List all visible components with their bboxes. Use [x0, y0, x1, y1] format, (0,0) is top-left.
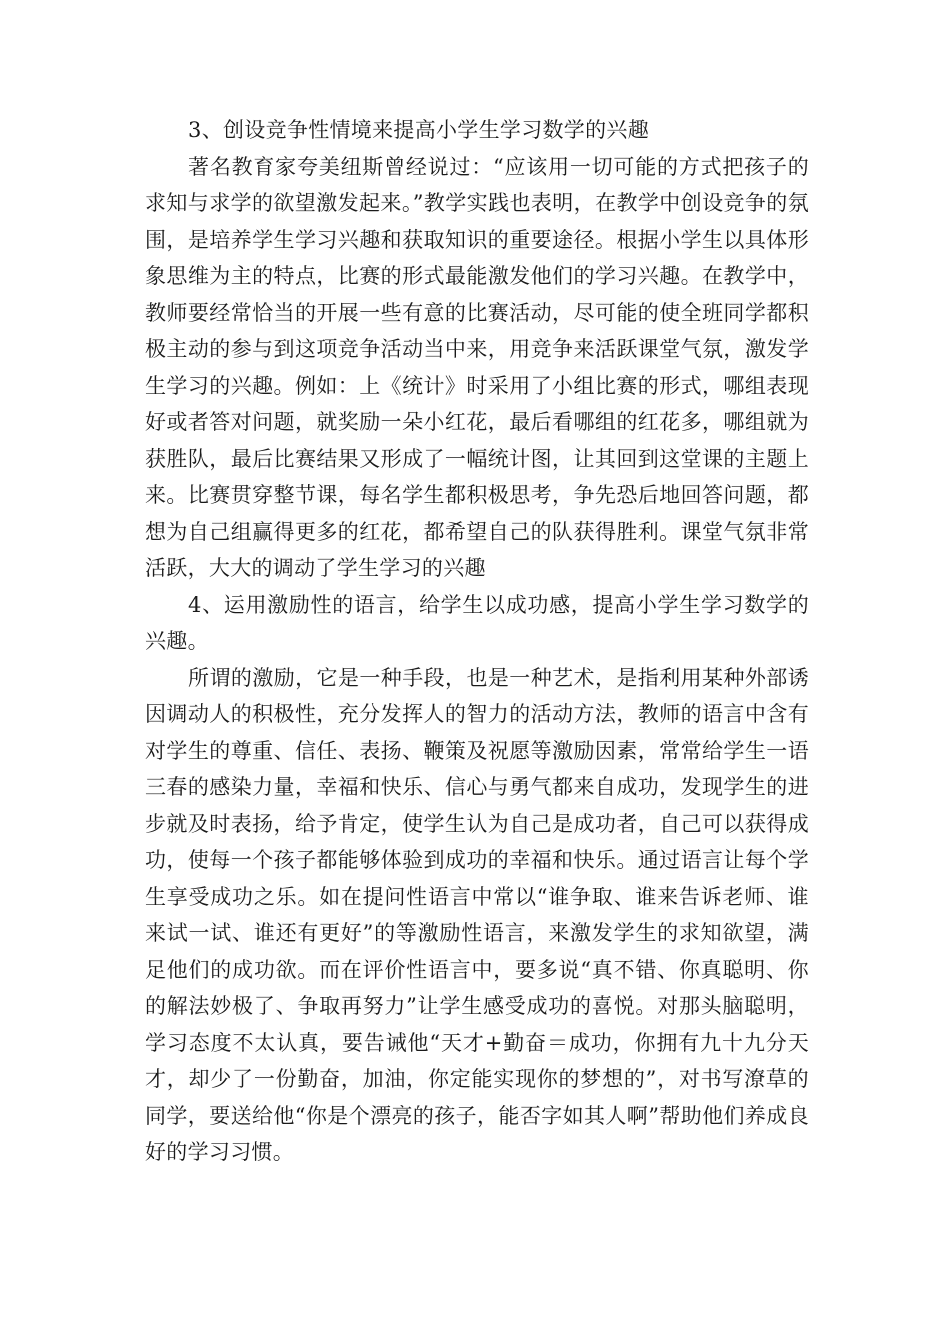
body-paragraph-4: 所谓的激励，它是一种手段，也是一种艺术，是指利用某种外部诱因调动人的积极性，充分发挥人的智力的活动方法，教师的语言中含有对学生的尊重、信任、表扬、鞭策及祝愿等激励因素，常常给学生一语三春的感染力量，幸福和快乐、信心与勇气都来自成功，发现学生的进步就及时表扬，给予肯定，使学生认为自己是成功者，自己可以获得成功，使每一个孩子都能够体验到成功的幸福和快乐。通过语言让每个学生享受成功之乐。如在提问性语言中常以“谁争取、谁来告诉老师、谁来试一试、谁还有更好”的等激励性语言，来激发学生的求知欲望，满足他们的成功欲。而在评价性语言中，要多说“真不错、你真聪明、你的解法妙极了、争取再努力”让学生感受成功的喜悦。对那头脑聪明，学习态度不太认真，要告诫他“天才+勤奋＝成功，你拥有九十九分天才，却少了一份勤奋，加油，你定能实现你的梦想的”，对书写潦草的同学，要送给他“你是个漂亮的孩子，能否字如其人啊”帮助他们养成良好的学习习惯。 — [145, 665, 809, 1164]
section-heading-3: 3、创设竞争性情境来提高小学生学习数学的兴趣 — [188, 118, 650, 142]
document-page — [145, 112, 809, 1171]
body-paragraph-3: 著名教育家夸美纽斯曾经说过：“应该用一切可能的方式把孩子的求知与求学的欲望激发起来。”教学实践也表明，在教学中创设竞争的氛围，是培养学生学习兴趣和获取知识的重要途径。根据小学生以具体形象思维为主的特点，比赛的形式最能激发他们的学习兴趣。在教学中，教师要经常恰当的开展一些有意的比赛活动，尽可能的使全班同学都积极主动的参与到这项竞争活动当中来，用竞争来活跃课堂气氛，激发学生学习的兴趣。例如：上《统计》时采用了小组比赛的形式，哪组表现好或者答对问题，就奖励一朵小红花，最后看哪组的红花多，哪组就为获胜队，最后比赛结果又形成了一幅统计图，让其回到这堂课的主题上来。比赛贯穿整节课，每名学生都积极思考，争先恐后地回答问题，都想为自己组赢得更多的红花，都希望自己的队获得胜利。课堂气氛非常活跃，大大的调动了学生学习的兴趣 — [145, 154, 809, 580]
section-heading-4: 4、运用激励性的语言，给学生以成功感，提高小学生学习数学的兴趣。 — [145, 592, 809, 653]
